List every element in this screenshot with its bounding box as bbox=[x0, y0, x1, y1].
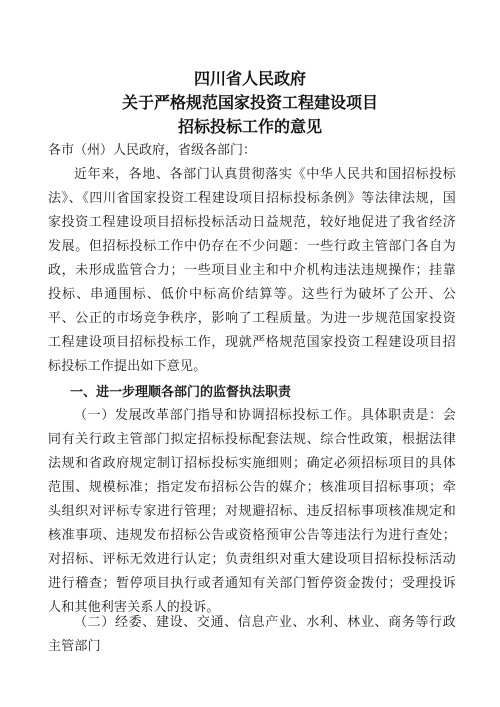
document-title-issuer: 四川省人民政府 bbox=[193, 69, 306, 88]
document-title-line-3: 招标投标工作的意见 bbox=[177, 117, 322, 136]
salutation: 各市（州）人民政府，省级各部门： bbox=[48, 143, 257, 158]
paragraph-section-1-item-2: （二）经委、建设、交通、信息产业、水利、林业、商务等行政主管部门 bbox=[48, 615, 456, 654]
paragraph-intro: 近年来，各地、各部门认真贯彻落实《中华人民共和国招标投标法》、《四川省国家投资工程建设项目招标投标条例》等法律法规，国家投资工程建设项目招标投标活动日益规范，较好地促进了我省经济发展。但招标投标工作中仍存在不少问题：一些行政主管部门各自为政，未形成监管合力；一些项目业主和中介机构违法违规操作；挂靠投标、串通围标、低价中标高价结算等。这些行为破坏了公开、公平、公正的市场竞争秩序，影响了工程质量。为进一步规范国家投资工程建设项目招标投标工作，现就严格规范国家投资工程建设项目招标投标工作提出如下意见。 bbox=[48, 167, 456, 374]
paragraph-section-1-item-1: （一）发展改革部门指导和协调招标投标工作。具体职责是：会同有关行政主管部门拟定招标投标配套法规、综合性政策，根据法律法规和省政府规定制订招标投标实施细则；确定必须招标项目的具体范围、规模标准；指定发布招标公告的媒介；核准项目招标事项；牵头组织对评标专家进行管理；对规避招标、违反招标事项核准规定和核准事项、违规发布招标公告或资格预审公告等违法行为进行查处；对招标、评标无效进行认定；负责组织对重大建设项目招标投标活动进行稽查；暂停项目执行或者通知有关部门暂停资金拨付；受理投诉人和其他利害关系人的投诉。 bbox=[48, 408, 456, 615]
section-heading-1: 一、进一步理顺各部门的监督执法职责 bbox=[70, 385, 292, 400]
document-title-line-2: 关于严格规范国家投资工程建设项目 bbox=[121, 93, 378, 112]
